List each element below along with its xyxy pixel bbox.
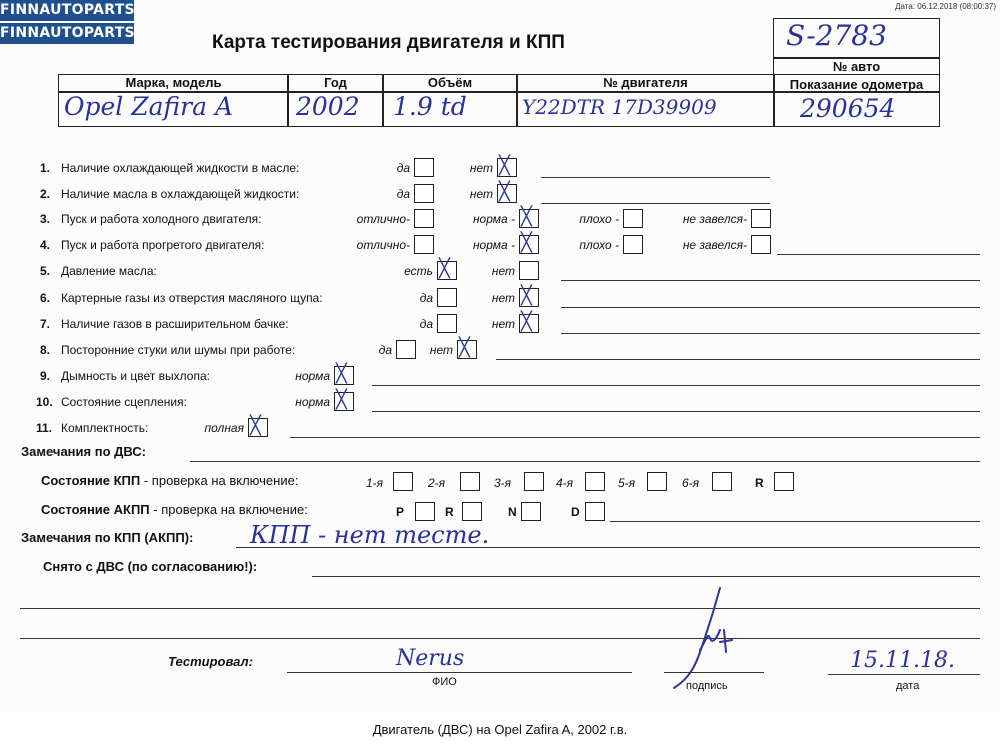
make-model-value: Opel Zafira A bbox=[64, 92, 234, 121]
fio-label: ФИО bbox=[432, 676, 457, 688]
checkbox-checked[interactable] bbox=[519, 285, 539, 307]
option-label: нет bbox=[491, 317, 515, 331]
kpp-label-rest: - проверка на включение: bbox=[140, 473, 299, 488]
signature-label: подпись bbox=[686, 680, 728, 692]
option-label: да bbox=[419, 317, 433, 331]
question-number: 9. bbox=[40, 369, 51, 383]
kpp-gear-checkbox[interactable] bbox=[460, 472, 480, 491]
stock-number-value: S-2783 bbox=[786, 19, 887, 52]
question-notes-line bbox=[561, 280, 980, 281]
option-label: нет bbox=[491, 264, 515, 278]
akpp-gear-label: D bbox=[571, 505, 580, 519]
signature-mark bbox=[650, 580, 760, 695]
kpp-gear-checkbox[interactable] bbox=[712, 472, 732, 491]
checkbox[interactable] bbox=[437, 314, 457, 333]
removed-line-1 bbox=[312, 576, 980, 577]
kpp-gear-checkbox[interactable] bbox=[774, 472, 794, 491]
tester-name-line bbox=[287, 672, 632, 673]
check-mark-icon: ╳ bbox=[521, 285, 532, 306]
option-label: не завелся- bbox=[682, 238, 747, 252]
question-notes-line bbox=[541, 177, 770, 178]
kpp-gear-label: 4-я bbox=[556, 476, 574, 490]
akpp-gear-checkbox[interactable] bbox=[462, 502, 482, 521]
option-label: да bbox=[378, 343, 392, 357]
header-make-model: Марка, модель bbox=[125, 75, 222, 90]
tested-by-label: Тестировал: bbox=[168, 654, 253, 669]
akpp-line bbox=[610, 521, 980, 522]
question-text: Давление масла: bbox=[61, 264, 157, 278]
question-notes-line bbox=[561, 307, 980, 308]
checkbox-checked[interactable] bbox=[334, 363, 354, 385]
check-mark-icon: ╳ bbox=[521, 311, 532, 332]
stock-number-label: № авто bbox=[832, 59, 881, 74]
checkbox[interactable] bbox=[623, 209, 643, 228]
option-label: норма bbox=[295, 369, 330, 383]
akpp-gear-checkbox[interactable] bbox=[521, 502, 541, 521]
question-text: Наличие газов в расширительном бачке: bbox=[61, 317, 289, 331]
check-mark-icon: ╳ bbox=[336, 389, 347, 410]
checkbox[interactable] bbox=[751, 209, 771, 228]
header-engine-no: № двигателя bbox=[603, 75, 688, 90]
remarks-kpp-value: КПП - нет тесте. bbox=[250, 521, 490, 549]
question-notes-line bbox=[496, 359, 980, 360]
option-label: нет bbox=[491, 291, 515, 305]
akpp-gear-label: R bbox=[445, 505, 454, 519]
kpp-gear-checkbox[interactable] bbox=[647, 472, 667, 491]
question-notes-line bbox=[290, 437, 980, 438]
brand-logo-secondary: FINNAUTOPARTS bbox=[0, 23, 134, 44]
checkbox[interactable] bbox=[437, 288, 457, 307]
remarks-kpp-label: Замечания по КПП (АКПП): bbox=[21, 530, 194, 545]
checkbox[interactable] bbox=[623, 235, 643, 254]
question-text: Наличие охлаждающей жидкости в масле: bbox=[61, 161, 300, 175]
kpp-gear-label: 5-я bbox=[618, 476, 636, 490]
remarks-engine-line bbox=[190, 461, 980, 462]
remarks-engine-label: Замечания по ДВС: bbox=[21, 444, 146, 459]
question-number: 10. bbox=[36, 395, 53, 409]
volume-value: 1.9 td bbox=[393, 92, 467, 121]
checkbox-checked[interactable] bbox=[248, 415, 268, 437]
year-value: 2002 bbox=[296, 92, 360, 121]
check-mark-icon: ╳ bbox=[439, 258, 450, 279]
question-number: 6. bbox=[40, 291, 51, 305]
question-text: Картерные газы из отверстия масляного щупа: bbox=[61, 291, 323, 305]
kpp-gear-label: R bbox=[755, 476, 764, 490]
question-notes-line bbox=[541, 203, 770, 204]
page-title: Карта тестирования двигателя и КПП bbox=[212, 32, 565, 53]
question-notes-line bbox=[372, 411, 980, 412]
removed-line-2 bbox=[20, 608, 980, 609]
checkbox[interactable] bbox=[414, 235, 434, 254]
checkbox-checked[interactable] bbox=[457, 337, 477, 359]
checkbox[interactable] bbox=[414, 209, 434, 228]
checkbox-checked[interactable] bbox=[334, 389, 354, 411]
check-mark-icon: ╳ bbox=[459, 337, 470, 358]
question-number: 5. bbox=[40, 264, 51, 278]
checkbox[interactable] bbox=[751, 235, 771, 254]
check-mark-icon: ╳ bbox=[499, 181, 510, 202]
option-label: да bbox=[396, 161, 410, 175]
checkbox-checked[interactable] bbox=[497, 181, 517, 203]
removed-line-3 bbox=[20, 638, 980, 639]
checkbox[interactable] bbox=[414, 158, 434, 177]
signature-line bbox=[664, 672, 764, 673]
check-mark-icon: ╳ bbox=[499, 155, 510, 176]
kpp-gear-checkbox[interactable] bbox=[393, 472, 413, 491]
checkbox-checked[interactable] bbox=[437, 258, 457, 280]
question-number: 4. bbox=[40, 238, 51, 252]
image-caption: Двигатель (ДВС) на Opel Zafira A, 2002 г.в. bbox=[372, 722, 628, 737]
kpp-gear-label: 6-я bbox=[682, 476, 700, 490]
option-label: полная bbox=[204, 421, 244, 435]
check-mark-icon: ╳ bbox=[250, 415, 261, 436]
akpp-gear-checkbox[interactable] bbox=[585, 502, 605, 521]
akpp-gear-label: N bbox=[508, 505, 517, 519]
checkbox-checked[interactable] bbox=[497, 155, 517, 177]
header-year: Год bbox=[324, 75, 347, 90]
date-value: 15.11.18. bbox=[850, 648, 955, 673]
checkbox-checked[interactable] bbox=[519, 232, 539, 254]
question-number: 1. bbox=[40, 161, 51, 175]
option-label: нет bbox=[429, 343, 453, 357]
tester-name: Nerus bbox=[396, 646, 465, 671]
check-mark-icon: ╳ bbox=[521, 206, 532, 227]
kpp-label bbox=[41, 473, 298, 488]
akpp-label-bold: Состояние АКПП bbox=[41, 502, 150, 517]
question-text: Пуск и работа холодного двигателя: bbox=[61, 212, 262, 226]
question-notes-line bbox=[561, 333, 980, 334]
header-volume: Объём bbox=[427, 75, 473, 90]
question-text: Наличие масла в охлаждающей жидкости: bbox=[61, 187, 300, 201]
question-number: 11. bbox=[36, 421, 53, 435]
remarks-kpp-line bbox=[236, 547, 980, 548]
brand-logo: FINNAUTOPARTS bbox=[0, 0, 134, 21]
option-label: плохо - bbox=[579, 238, 619, 252]
kpp-gear-checkbox[interactable] bbox=[524, 472, 544, 491]
question-text: Состояние сцепления: bbox=[61, 395, 187, 409]
option-label: норма - bbox=[472, 212, 515, 226]
option-label: не завелся- bbox=[682, 212, 747, 226]
option-label: плохо - bbox=[579, 212, 619, 226]
akpp-gear-label: P bbox=[396, 505, 405, 519]
date-stamp: Дата: 06.12.2018 (08:00:37) bbox=[895, 2, 996, 11]
question-text: Посторонние стуки или шумы при работе: bbox=[61, 343, 296, 357]
odometer-value: 290654 bbox=[800, 94, 896, 123]
engine-no-value: Y22DTR 17D39909 bbox=[522, 95, 717, 119]
question-text: Комплектность: bbox=[61, 421, 149, 435]
option-label: есть bbox=[404, 264, 433, 278]
kpp-gear-label: 1-я bbox=[366, 476, 384, 490]
checkbox-checked[interactable] bbox=[519, 311, 539, 333]
option-label: норма bbox=[295, 395, 330, 409]
akpp-label bbox=[41, 502, 308, 517]
option-label: нет bbox=[469, 187, 493, 201]
question-number: 8. bbox=[40, 343, 51, 357]
akpp-gear-checkbox[interactable] bbox=[415, 502, 435, 521]
option-label: да bbox=[396, 187, 410, 201]
akpp-label-rest: - проверка на включение: bbox=[149, 502, 308, 517]
option-label: норма - bbox=[472, 238, 515, 252]
checkbox[interactable] bbox=[519, 261, 539, 280]
kpp-gear-checkbox[interactable] bbox=[585, 472, 605, 491]
question-notes-line bbox=[777, 254, 980, 255]
question-number: 2. bbox=[40, 187, 51, 201]
kpp-label-bold: Состояние КПП bbox=[41, 473, 141, 488]
check-mark-icon: ╳ bbox=[521, 232, 532, 253]
question-number: 7. bbox=[40, 317, 51, 331]
option-label: отлично- bbox=[356, 212, 410, 226]
option-label: да bbox=[419, 291, 433, 305]
removed-label: Снято с ДВС (по согласованию!): bbox=[43, 559, 258, 574]
header-odometer: Показание одометра bbox=[789, 77, 924, 92]
checkbox-checked[interactable] bbox=[519, 206, 539, 228]
checkbox[interactable] bbox=[414, 184, 434, 203]
option-label: отлично- bbox=[356, 238, 410, 252]
question-number: 3. bbox=[40, 212, 51, 226]
question-text: Пуск и работа прогретого двигателя: bbox=[61, 238, 265, 252]
date-label: дата bbox=[896, 680, 920, 692]
check-mark-icon: ╳ bbox=[336, 363, 347, 384]
question-text: Дымность и цвет выхлопа: bbox=[61, 369, 210, 383]
question-notes-line bbox=[372, 385, 980, 386]
kpp-gear-label: 3-я bbox=[494, 476, 512, 490]
option-label: нет bbox=[469, 161, 493, 175]
date-line bbox=[828, 674, 980, 675]
kpp-gear-label: 2-я bbox=[428, 476, 446, 490]
